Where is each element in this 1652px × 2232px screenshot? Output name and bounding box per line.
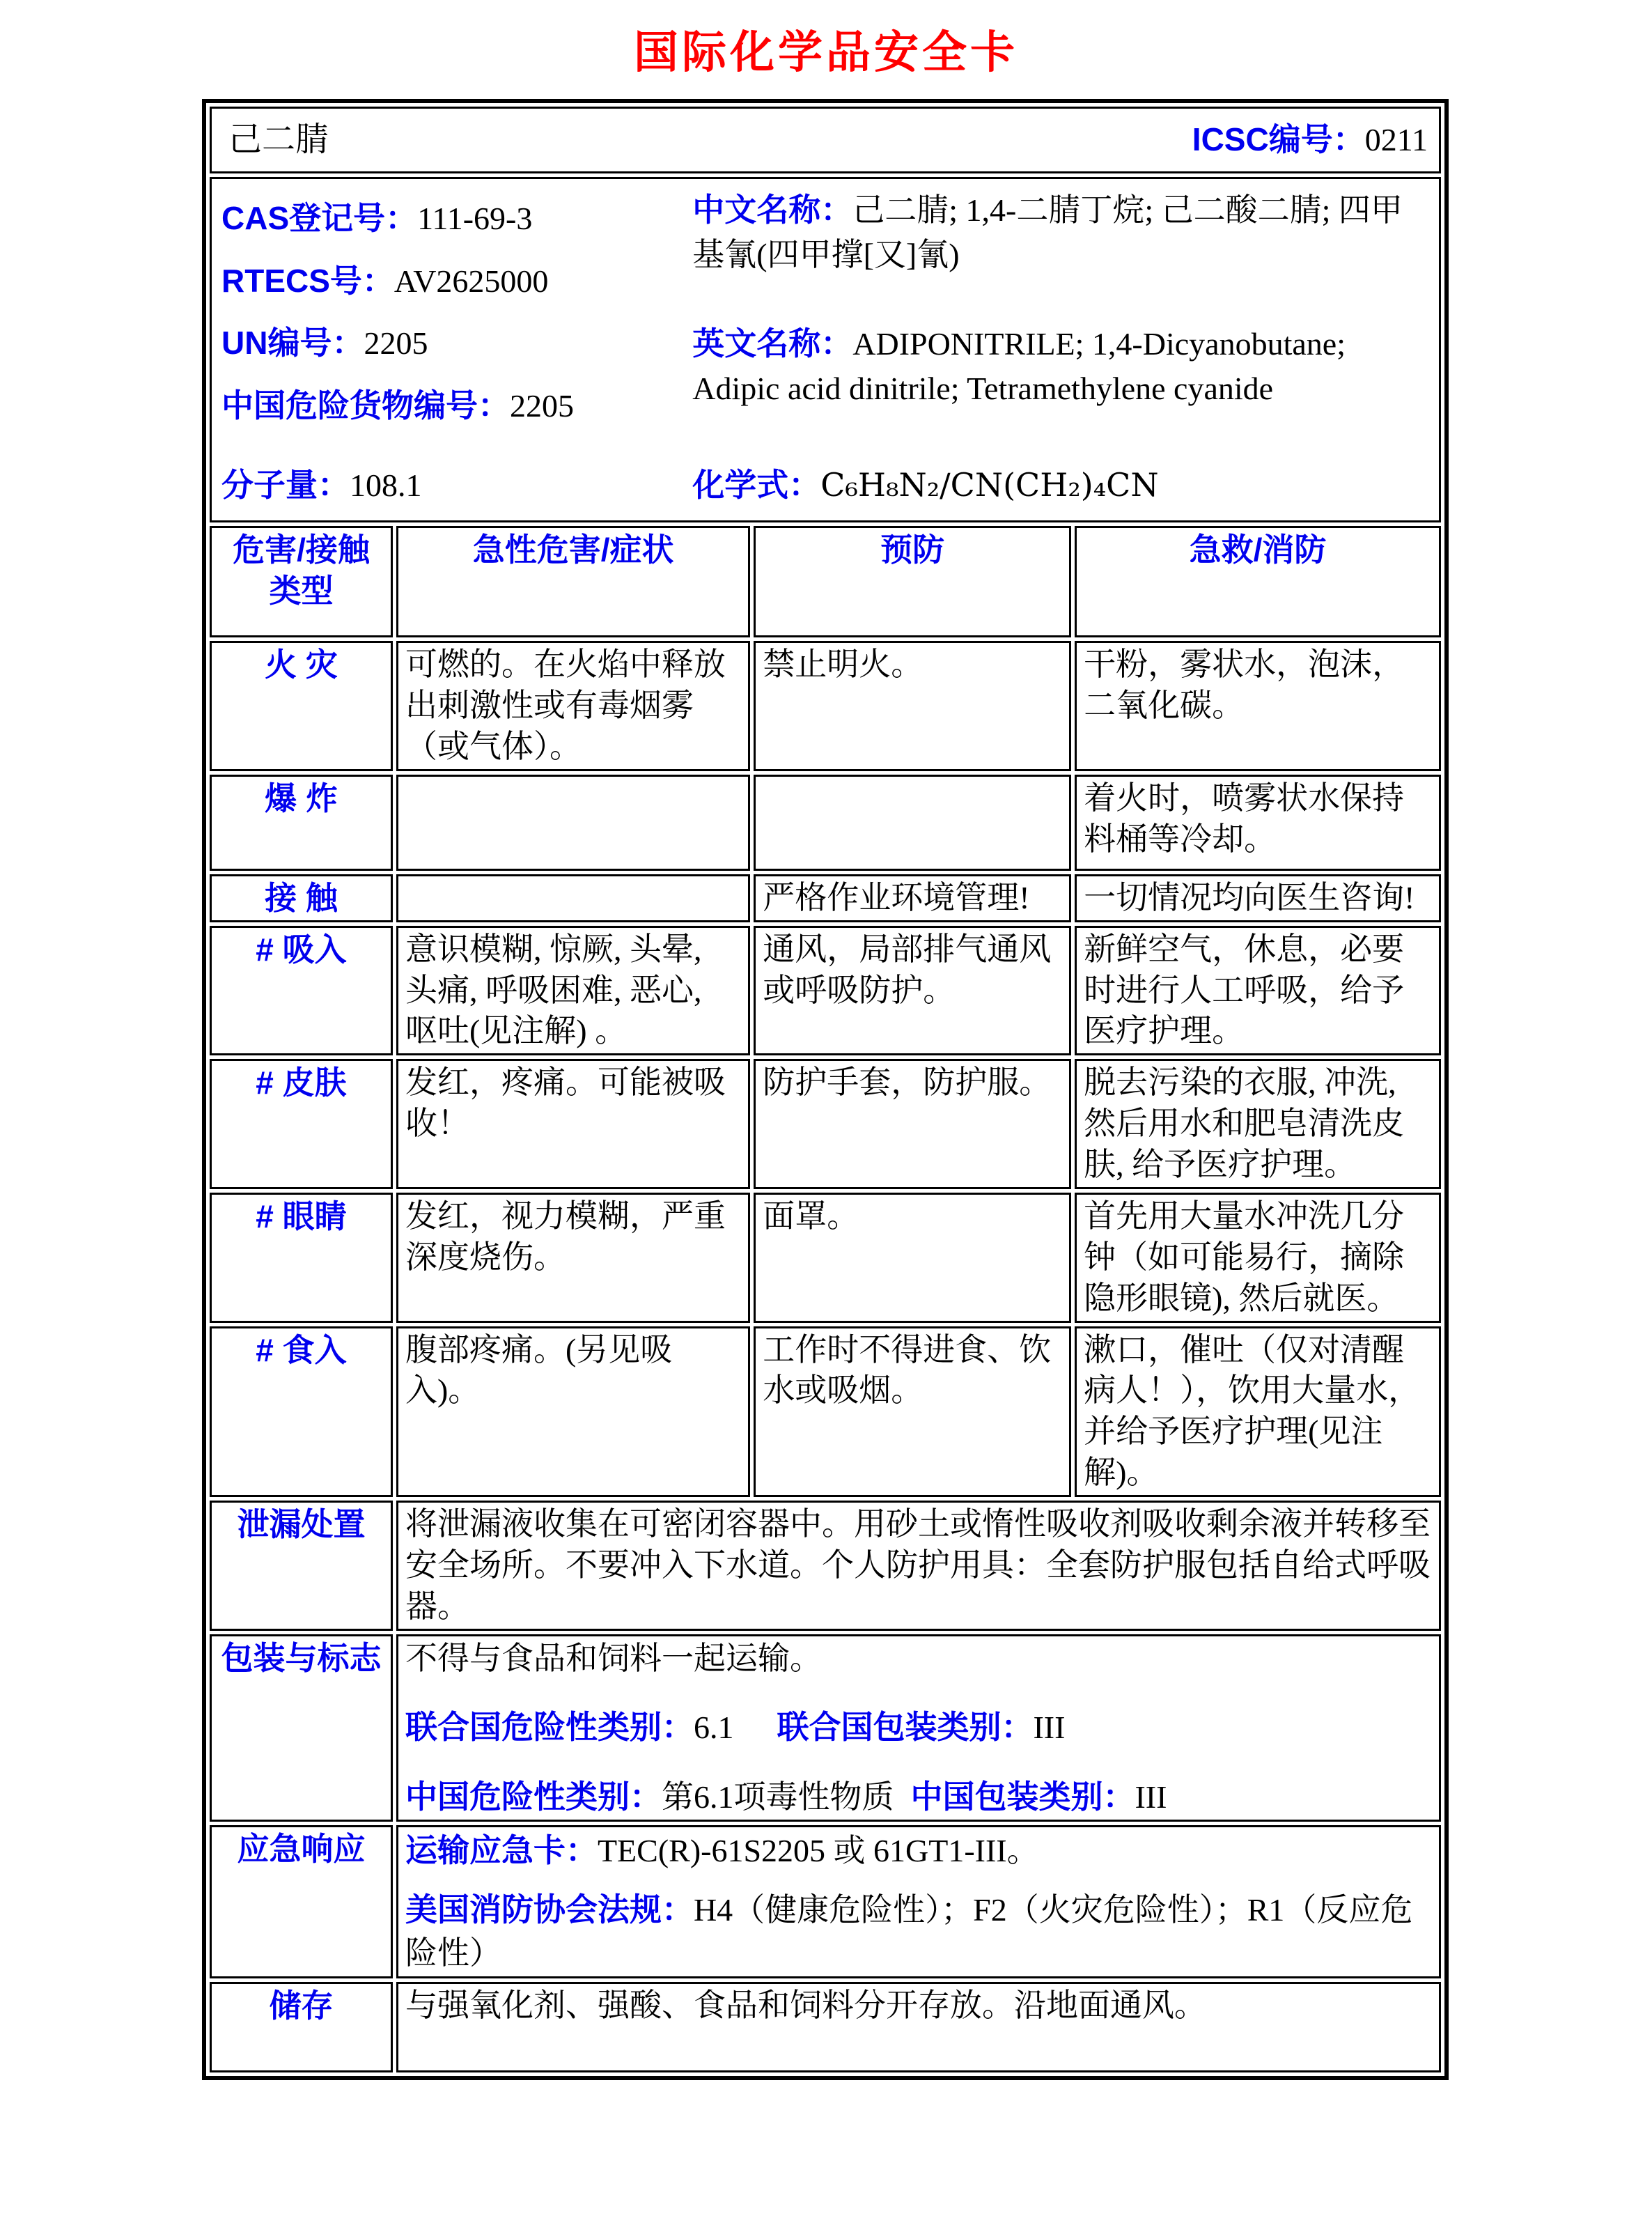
un-number: UN编号：2205 (221, 325, 428, 362)
ingestion-firstaid-cell: 漱口，催吐（仅对清醒病人！），饮用大量水，并给予医疗护理(见注解)。 (1075, 1326, 1441, 1498)
nfpa-code-line: 美国消防协会法规：H4（健康危险性）；F2（火灾危险性）；R1（反应危险性） (405, 1891, 1413, 1971)
table-row-packaging (210, 1634, 1441, 1822)
eyes-row-label: # 眼睛 (210, 1193, 393, 1323)
spill-row-label: 泄漏处置 (210, 1501, 393, 1631)
storage-row-label: 储存 (210, 1982, 393, 2072)
column-header-prevention: 预防 (754, 526, 1071, 637)
column-header-hazard-type: 危害/接触类型 (210, 526, 393, 637)
eyes-prevention-cell: 面罩。 (754, 1193, 1071, 1323)
emergency-row-label: 应急响应 (210, 1825, 393, 1978)
icsc-number-label: ICSC编号： (1192, 121, 1365, 158)
rtecs-number: RTECS号：AV2625000 (221, 262, 549, 299)
storage-text-cell: 与强氧化剂、强酸、食品和饲料分开存放。沿地面通风。 (396, 1982, 1441, 2072)
fire-row-label: 火 灾 (210, 641, 393, 771)
english-names: 英文名称：ADIPONITRILE; 1,4-Dicyanobutane; Adipic acid dinitrile; Tetramethylene cyanide (692, 325, 1346, 407)
contact-row-label: 接 触 (210, 874, 393, 922)
hazard-header-row (210, 526, 1441, 637)
chemical-names (692, 187, 1429, 437)
explosion-symptoms-cell (396, 775, 750, 871)
inhalation-symptoms-cell: 意识模糊, 惊厥, 头晕, 头痛, 呼吸困难, 恶心, 呕吐(见注解) 。 (396, 926, 750, 1056)
skin-symptoms-cell: 发红，疼痛。可能被吸收！ (396, 1059, 750, 1189)
table-row-skin (210, 1059, 1441, 1189)
un-classification-line: 联合国危险性类别：6.1 联合国包装类别：III (405, 1709, 1066, 1746)
ingestion-prevention-cell: 工作时不得进食、饮水或吸烟。 (754, 1326, 1071, 1498)
skin-firstaid-cell: 脱去污染的衣服, 冲洗, 然后用水和肥皂清洗皮肤, 给予医疗护理。 (1075, 1059, 1441, 1189)
fire-firstaid-cell: 干粉，雾状水，泡沫，二氧化碳。 (1075, 641, 1441, 771)
ingestion-symptoms-cell: 腹部疼痛。(另见吸入)。 (396, 1326, 750, 1498)
skin-prevention-cell: 防护手套，防护服。 (754, 1059, 1071, 1189)
china-dangerous-goods-number: 中国危险货物编号：2205 (221, 387, 574, 424)
table-row-inhalation (210, 926, 1441, 1056)
explosion-prevention-cell (754, 775, 1071, 871)
fire-prevention-cell: 禁止明火。 (754, 641, 1071, 771)
table-row-eyes (210, 1193, 1441, 1323)
icsc-number (1192, 119, 1428, 161)
chemical-name: 己二腈 (228, 121, 329, 159)
transport-emergency-card-line: 运输应急卡：TEC(R)-61S2205 或 61GT1-III。 (405, 1832, 1039, 1869)
inhalation-row-label: # 吸入 (210, 926, 393, 1056)
fire-symptoms-cell: 可燃的。在火焰中释放出刺激性或有毒烟雾（或气体）。 (396, 641, 750, 771)
identifiers-cell (210, 177, 1441, 522)
contact-firstaid-cell: 一切情况均向医生咨询! (1075, 874, 1441, 922)
table-row-ingestion (210, 1326, 1441, 1498)
table-row-fire (210, 641, 1441, 771)
registry-numbers (221, 187, 692, 437)
explosion-firstaid-cell: 着火时，喷雾状水保持料桶等冷却。 (1075, 775, 1441, 871)
packaging-row-label: 包装与标志 (210, 1634, 393, 1822)
card-header-cell (210, 107, 1441, 173)
inhalation-firstaid-cell: 新鲜空气，休息，必要时进行人工呼吸，给予医疗护理。 (1075, 926, 1441, 1056)
molecular-weight: 分子量：108.1 (221, 466, 422, 503)
spill-text-cell: 将泄漏液收集在可密闭容器中。用砂土或惰性吸收剂吸收剩余液并转移至安全场所。不要冲入下水道。个人防护用具：全套防护服包括自给式呼吸器。 (396, 1501, 1441, 1631)
column-header-symptoms: 急性危害/症状 (396, 526, 750, 637)
page-title: 国际化学品安全卡 (634, 27, 1018, 77)
packaging-text-cell (396, 1634, 1441, 1822)
table-row-explosion (210, 775, 1441, 871)
contact-prevention-cell: 严格作业环境管理! (754, 874, 1071, 922)
eyes-firstaid-cell: 首先用大量水冲洗几分钟（如可能易行，摘除隐形眼镜), 然后就医。 (1075, 1193, 1441, 1323)
emergency-text-cell (396, 1825, 1441, 1978)
cas-number: CAS登记号：111-69-3 (221, 200, 533, 236)
china-classification-line: 中国危险性类别：第6.1项毒性物质 中国包装类别：III (405, 1778, 1167, 1815)
skin-row-label: # 皮肤 (210, 1059, 393, 1189)
inhalation-prevention-cell: 通风，局部排气通风或呼吸防护。 (754, 926, 1071, 1056)
table-row-storage (210, 1982, 1441, 2072)
explosion-row-label: 爆 炸 (210, 775, 393, 871)
table-row-spill (210, 1501, 1441, 1631)
identifiers-row (210, 177, 1441, 522)
eyes-symptoms-cell: 发红，视力模糊，严重深度烧伤。 (396, 1193, 750, 1323)
packaging-note: 不得与食品和饲料一起运输。 (405, 1640, 822, 1676)
column-header-firstaid: 急救/消防 (1075, 526, 1441, 637)
contact-symptoms-cell (396, 874, 750, 922)
chinese-names: 中文名称：己二腈; 1,4-二腈丁烷; 己二酸二腈; 四甲基氰(四甲撑[又]氰) (692, 192, 1403, 273)
ingestion-row-label: # 食入 (210, 1326, 393, 1498)
table-row-contact (210, 874, 1441, 922)
icsc-number-value: 0211 (1364, 122, 1428, 158)
chemical-formula: 化学式：C₆H₈N₂/CN(CH₂)₄CN (692, 465, 1159, 504)
icsc-card (202, 99, 1449, 2080)
card-header-row (210, 107, 1441, 173)
table-row-emergency (210, 1825, 1441, 1978)
